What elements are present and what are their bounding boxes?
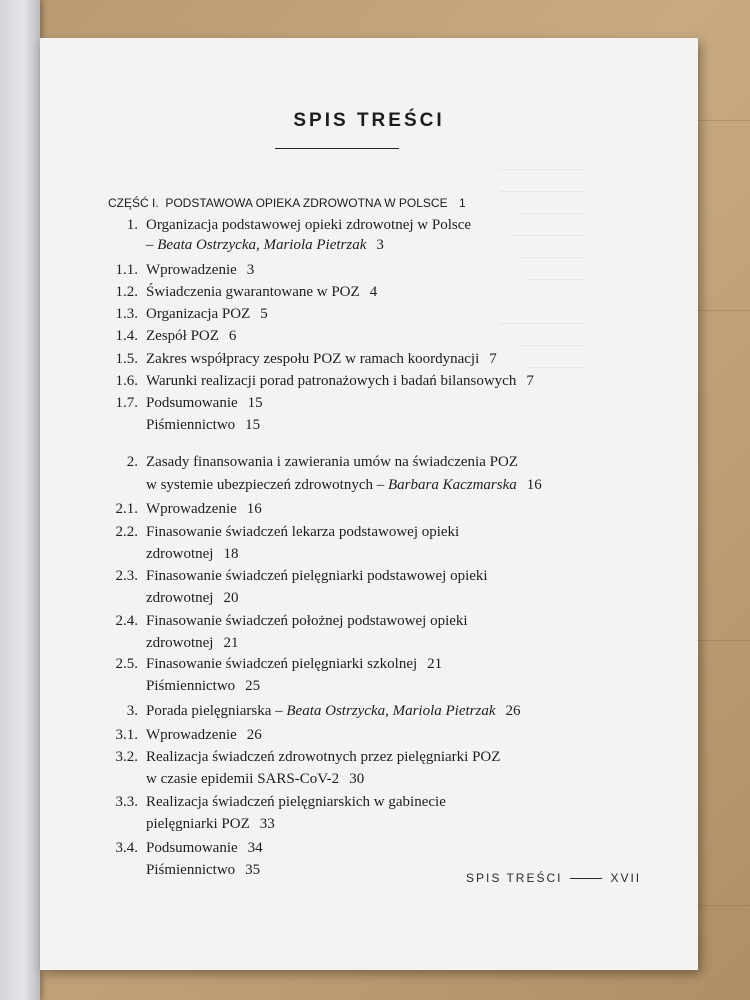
- toc-entry-title: –: [146, 237, 158, 253]
- toc-entry-text: [146, 769, 364, 789]
- toc-entry-page: 21: [223, 635, 239, 651]
- part-label: CZĘŚĆ I.: [108, 196, 159, 210]
- toc-entry-text: [146, 566, 498, 586]
- toc-entry-page: 5: [260, 306, 268, 322]
- toc-entry-text: [146, 235, 384, 255]
- toc-entry-number: 1.4.: [115, 328, 138, 344]
- toc-entry-title: Wprowadzenie: [146, 727, 237, 743]
- toc-entry-text: [146, 499, 262, 519]
- running-footer: [466, 871, 641, 885]
- book-page: ────────── ────────── ──────── ───────── ──────── ─────── ────────── ──────── ─────── SPIS TREŚCI CZĘŚĆ I. PODSTAWOWA OPIEKA ZDROWOTNA W POLSCE 1 1. Organizacja podstawowej opieki zdrowotnej w Polsce – Beata Ostrzycka, Mariola Pietrzak 3 1.1. Wprowadzenie 3 1.2. Świadczenia gwarantowane w POZ 4 1.3. Organizacja POZ 5 1.4. Zespół POZ 6 1.5. Zakres współpracy zespołu POZ w ramach koordynacji 7 1.6. Warunki realizacji porad patronażowych i badań bilansowych 7 1.7. Podsumowanie 15 Piśmiennictwo 15 2. Zasady finansowania i zawierania umów na świadczenia POZ w systemie ubezpieczeń zdrowotnych – Barbara Kaczmarska 16 2.1. Wprowadzenie 16 2.2. Finasowanie świadczeń lekarza podstawowej opieki zdrowotnej 18 2.3. Finasowanie świadczeń pielęgniarki podstawowej opieki zdrowotnej 20 2.4. Finasowanie świadczeń położnej podstawowej opieki zdrowotnej 21 2.5. Finasowanie świadczeń pielęgniarki szkolnej 21 Piśmiennictwo 25 3. Porada pielęgniarska – Beata Ostrzycka, Mariola Pietrzak 26 3.1. Wprowadzenie 26 3.2. Realizacja świadczeń zdrowotnych przez pielęgniarki POZ w czasie epidemii SARS-CoV-2 30 3.3. Realizacja świadczeń pielęgniarskich w gabinecie pielęgniarki POZ 33 3.4. Podsumowanie 34 Piśmiennictwo 35 SPIS TREŚCI XVII: [40, 38, 698, 970]
- toc-entry-text: [146, 393, 263, 413]
- toc-entry-text: [146, 326, 236, 346]
- toc-entry-text: [146, 349, 497, 369]
- toc-entry-text: [146, 792, 456, 812]
- toc-entry-number: 1.1.: [115, 262, 138, 278]
- toc-entry-title: Finasowanie świadczeń pielęgniarki szkolnej: [146, 656, 418, 672]
- toc-entry-text: [146, 544, 238, 564]
- toc-entry-number: 1.3.: [115, 306, 138, 322]
- toc-entry-text: [146, 215, 481, 235]
- toc-entry-number: 1.: [126, 217, 138, 233]
- toc-entry-page: 33: [259, 816, 275, 832]
- toc-entry-text: [146, 611, 478, 631]
- toc-entry-title: zdrowotnej: [146, 590, 214, 606]
- toc-entry-page: 7: [526, 373, 534, 389]
- toc-entry-page: 7: [489, 351, 497, 367]
- toc-entry-title: Warunki realizacji porad patronażowych i badań bilansowych: [146, 373, 517, 389]
- toc-entry-title: Zespół POZ: [146, 328, 219, 344]
- toc-entry-title: Realizacja świadczeń pielęgniarskich w gabinecie: [146, 794, 446, 810]
- toc-entry-title: Finasowanie świadczeń lekarza podstawowej opieki: [146, 524, 460, 540]
- toc-entry-page: 3: [246, 262, 255, 278]
- toc-entry-title: Wprowadzenie: [146, 262, 237, 278]
- toc-entry-title: Piśmiennictwo: [146, 862, 236, 878]
- toc-entry-number: 2.2.: [115, 524, 138, 540]
- footer-label: SPIS TREŚCI: [466, 871, 563, 885]
- toc-entry-number: 1.5.: [115, 351, 138, 367]
- toc-entry-page: 20: [223, 590, 239, 606]
- toc-entry-page: 15: [245, 417, 261, 433]
- toc-entry-page: 21: [427, 656, 443, 672]
- toc-entry-title: Piśmiennictwo: [146, 678, 236, 694]
- toc-entry-title: Finasowanie świadczeń położnej podstawowej opieki: [146, 613, 468, 629]
- toc-entry-page: 16: [526, 477, 542, 493]
- toc-entry-title: pielęgniarki POZ: [146, 816, 250, 832]
- toc-entry-text: [146, 452, 528, 472]
- toc-entry-text: [146, 260, 254, 280]
- toc-entry-page: 3: [376, 237, 384, 253]
- toc-entry-title: Świadczenia gwarantowane w POZ: [146, 284, 360, 300]
- page-title: SPIS TREŚCI: [293, 110, 445, 131]
- part-title: PODSTAWOWA OPIEKA ZDROWOTNA W POLSCE: [165, 196, 448, 210]
- toc-entry-title: Piśmiennictwo: [146, 417, 236, 433]
- toc-entry-text: [146, 588, 238, 608]
- toc-entry-title: Realizacja świadczeń zdrowotnych przez pielęgniarki POZ: [146, 749, 501, 765]
- toc-entry-author: Beata Ostrzycka, Mariola Pietrzak: [157, 237, 367, 253]
- title-underline: [275, 148, 399, 149]
- toc-entry-author: Barbara Kaczmarska: [388, 477, 517, 493]
- toc-entry-author: Beata Ostrzycka, Mariola Pietrzak: [286, 703, 496, 719]
- toc-entry-title: Zakres współpracy zespołu POZ w ramach koordynacji: [146, 351, 480, 367]
- toc-entry-number: 3.2.: [115, 749, 138, 765]
- toc-entry-text: [146, 522, 469, 542]
- toc-entry-text: [146, 304, 268, 324]
- toc-entry-text: [146, 747, 510, 767]
- toc-entry-text: [146, 633, 238, 653]
- toc-entry-page: 16: [246, 501, 262, 517]
- toc-entry-number: 3.3.: [115, 794, 138, 810]
- toc-entry-number: 1.2.: [115, 284, 138, 300]
- toc-entry-page: 18: [223, 546, 239, 562]
- toc-entry-title: zdrowotnej: [146, 546, 214, 562]
- toc-entry-text: [146, 814, 275, 834]
- toc-entry-page: 34: [247, 840, 263, 856]
- toc-entry-page: 26: [246, 727, 262, 743]
- toc-entry-page: 4: [369, 284, 378, 300]
- toc-entry-text: [146, 725, 262, 745]
- toc-entry-text: [146, 282, 377, 302]
- toc-entry-number: 2.: [126, 454, 138, 470]
- toc-entry-title: Zasady finansowania i zawierania umów na świadczenia POZ: [146, 454, 518, 470]
- toc-entry-page: 6: [228, 328, 237, 344]
- toc-entry-text: [146, 838, 263, 858]
- footer-page-number: XVII: [610, 871, 642, 885]
- left-page-edge: [0, 0, 40, 1000]
- toc-entry-text: [146, 860, 260, 880]
- part-page: 1: [458, 196, 466, 210]
- toc-entry-page: 30: [349, 771, 365, 787]
- toc-entry-title: Wprowadzenie: [146, 501, 237, 517]
- toc-entry-number: 2.1.: [115, 501, 138, 517]
- toc-entry-number: 1.6.: [115, 373, 138, 389]
- toc-entry-text: [146, 701, 521, 721]
- toc-entry-text: [146, 371, 534, 391]
- toc-entry-number: 3.4.: [115, 840, 138, 856]
- toc-entry-number: 2.5.: [115, 656, 138, 672]
- toc-entry-number: 3.: [126, 703, 138, 719]
- toc-entry-title: Podsumowanie: [146, 840, 238, 856]
- toc-entry-title: zdrowotnej: [146, 635, 214, 651]
- toc-entry-number: 2.4.: [115, 613, 138, 629]
- toc-entry-number: 2.3.: [115, 568, 138, 584]
- toc-entry-number: 3.1.: [115, 727, 138, 743]
- toc-entry-title: w czasie epidemii SARS-CoV-2: [146, 771, 340, 787]
- part-heading: [108, 196, 466, 210]
- toc-entry-title: Porada pielęgniarska –: [146, 703, 287, 719]
- toc-entry-title: Finasowanie świadczeń pielęgniarki podstawowej opieki: [146, 568, 488, 584]
- toc-entry-text: [146, 676, 260, 696]
- toc-entry-text: [146, 475, 542, 495]
- toc-entry-page: 25: [245, 678, 261, 694]
- toc-entry-number: 1.7.: [115, 395, 138, 411]
- toc-entry-text: [146, 415, 260, 435]
- toc-entry-title: w systemie ubezpieczeń zdrowotnych –: [146, 477, 388, 493]
- toc-entry-title: Organizacja podstawowej opieki zdrowotnej w Polsce: [146, 217, 472, 233]
- toc-entry-text: [146, 654, 442, 674]
- footer-dash: [570, 878, 602, 879]
- toc-entry-page: 15: [247, 395, 263, 411]
- toc-entry-page: 35: [245, 862, 261, 878]
- toc-entry-title: Podsumowanie: [146, 395, 238, 411]
- toc-entry-page: 26: [505, 703, 521, 719]
- toc-entry-title: Organizacja POZ: [146, 306, 251, 322]
